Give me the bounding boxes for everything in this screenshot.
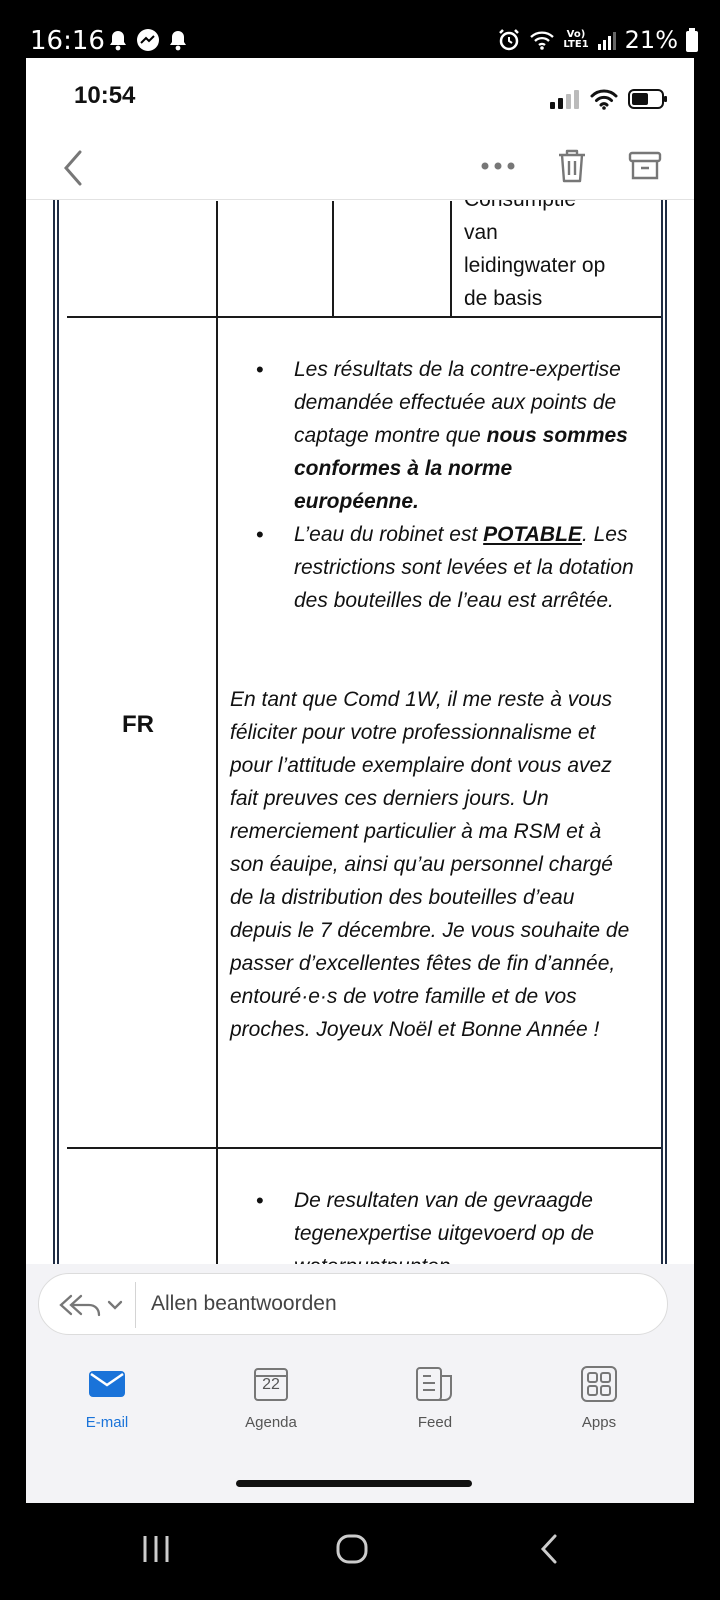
calendar-day: 22 (262, 1376, 280, 1393)
android-nav-bar (0, 1503, 720, 1600)
battery-icon (686, 28, 698, 52)
reply-all-label: Allen beantwoorden (151, 1292, 337, 1315)
tab-email[interactable]: E-mail (52, 1364, 162, 1431)
tab-apps[interactable]: Apps (544, 1364, 654, 1431)
toolbar-actions (480, 148, 662, 184)
bottom-tab-bar (26, 1348, 694, 1503)
reply-all-field[interactable] (38, 1273, 668, 1335)
ios-status-icons (550, 88, 668, 110)
table-row-divider (67, 1147, 661, 1149)
list-item: • L’eau du robinet est POTABLE. Les restrictions sont levées et la dotation des bouteilles de l’eau est arrêtée. (256, 518, 636, 617)
back-icon[interactable] (538, 1533, 560, 1565)
alarm-icon (497, 28, 521, 52)
cellular-signal-icon (550, 89, 580, 109)
battery-icon (628, 88, 668, 110)
signal-icon (597, 30, 617, 50)
wifi-icon (529, 29, 555, 51)
list-item: • De resultaten van de gevraagde tegenexpertise uitgevoerd op de (256, 1184, 636, 1283)
fr-bullet-list (256, 353, 636, 617)
battery-percent: 21% (624, 26, 678, 54)
nl-cell-text: van leidingwater op de basis (464, 221, 606, 310)
android-status-right (497, 26, 698, 54)
table-column-divider (450, 201, 452, 316)
bell-icon (108, 29, 128, 51)
ios-clock: 10:54 (74, 82, 136, 109)
reply-bar (26, 1264, 694, 1348)
recent-apps-icon[interactable] (140, 1533, 172, 1565)
list-item: • Les résultats de la contre-expertise demandée effectuée aux points de captage montre que nous sommes conformes à la norme européenne. (256, 353, 636, 518)
email-body (26, 201, 694, 1348)
mail-toolbar (26, 138, 694, 200)
bell-icon (168, 29, 188, 51)
reply-all-icon[interactable] (57, 1290, 127, 1320)
notification-icons (108, 28, 188, 52)
home-icon[interactable] (336, 1533, 368, 1565)
android-clock: 16:16 (30, 26, 105, 56)
wifi-icon (590, 88, 618, 110)
language-label-fr: FR (122, 711, 154, 738)
ios-status-bar (26, 58, 694, 138)
apps-icon (581, 1366, 617, 1402)
messenger-icon (136, 28, 160, 52)
table-row-divider (67, 316, 661, 318)
trash-icon[interactable] (556, 148, 588, 184)
more-options-icon[interactable] (480, 161, 516, 171)
table-column-divider (332, 201, 334, 316)
screenshot-frame (26, 58, 694, 1503)
archive-icon[interactable] (628, 150, 662, 182)
divider (135, 1282, 136, 1328)
fr-message-paragraph: En tant que Comd 1W, il me reste à vous féliciter pour votre professionnalisme et pour l’attitude exemplaire dont vous avez fait preuves ces derniers jours. Un remerciement particulier à ma RSM et à son éauipe, ainsi qu’au personnel chargé de la distribution des bouteilles d’eau depuis le 7 décembre. Je vous souhaite de passer d’excellentes fêtes de fin d’année, entouré·e·s de votre famille et de vos proches. Joyeux Noël et Bonne Année ! (230, 688, 630, 1041)
android-status-bar (0, 0, 720, 58)
home-indicator[interactable] (236, 1480, 472, 1487)
mail-icon (89, 1369, 125, 1399)
feed-icon (415, 1366, 455, 1402)
back-chevron-icon[interactable] (56, 148, 92, 188)
lte-indicator: Vo) LTE1 (563, 29, 589, 50)
table-column-divider (216, 201, 218, 1331)
tab-agenda[interactable]: 22 Agenda (216, 1364, 326, 1431)
tab-feed[interactable]: Feed (380, 1364, 490, 1431)
